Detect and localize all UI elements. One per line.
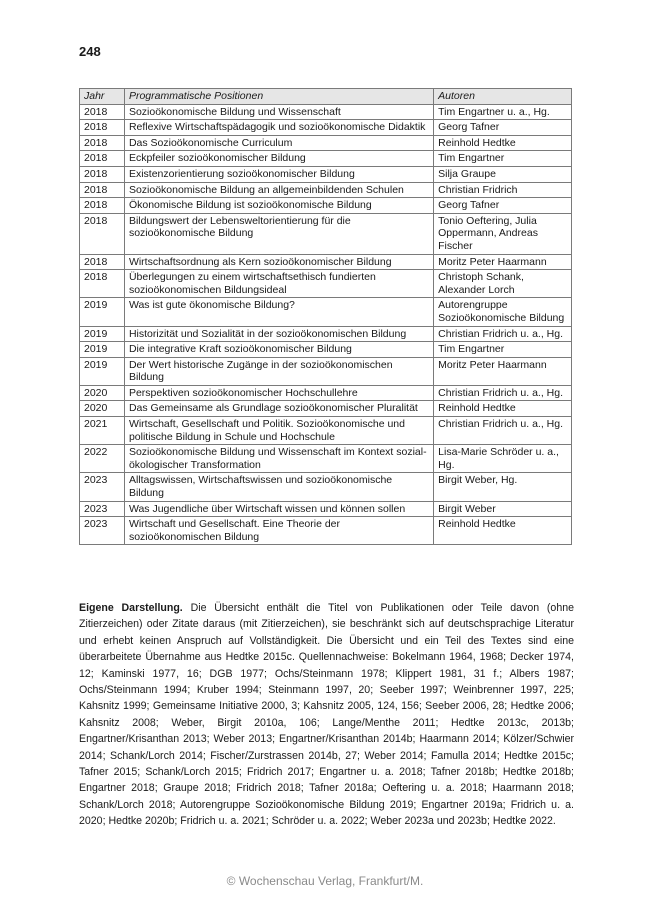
cell-position: Die integrative Kraft sozioökonomischer Bildung [124, 342, 433, 358]
table-row [80, 501, 572, 517]
cell-author: Georg Tafner [434, 120, 572, 136]
cell-position: Wirtschaft und Gesellschaft. Eine Theorie der sozioökonomischen Bildung [124, 517, 433, 545]
table-row [80, 151, 572, 167]
cell-year: 2021 [80, 417, 125, 445]
table-row [80, 445, 572, 473]
cell-position: Bildungswert der Lebensweltorientierung für die sozioökonomische Bildung [124, 213, 433, 254]
cell-author: Reinhold Hedtke [434, 135, 572, 151]
cell-position: Sozioökonomische Bildung und Wissenschaft [124, 104, 433, 120]
cell-position: Was Jugendliche über Wirtschaft wissen und können sollen [124, 501, 433, 517]
table-row [80, 135, 572, 151]
caption-lead: Eigene Darstellung. [79, 602, 183, 614]
cell-year: 2019 [80, 357, 125, 385]
cell-year: 2018 [80, 270, 125, 298]
cell-year: 2019 [80, 298, 125, 326]
table-row [80, 182, 572, 198]
cell-year: 2023 [80, 517, 125, 545]
table-row [80, 104, 572, 120]
cell-author: Christian Fridrich u. a., Hg. [434, 385, 572, 401]
cell-year: 2023 [80, 473, 125, 501]
header-year: Jahr [80, 89, 125, 105]
cell-author: Birgit Weber [434, 501, 572, 517]
header-authors: Autoren [434, 89, 572, 105]
table-row [80, 401, 572, 417]
cell-year: 2018 [80, 198, 125, 214]
cell-author: Christoph Schank, Alexander Lorch [434, 270, 572, 298]
header-positions: Programmatische Positionen [124, 89, 433, 105]
cell-year: 2018 [80, 135, 125, 151]
table-row [80, 357, 572, 385]
table-caption [79, 600, 574, 830]
cell-author: Christian Fridrich [434, 182, 572, 198]
cell-year: 2018 [80, 213, 125, 254]
table-row [80, 517, 572, 545]
table-body [80, 104, 572, 545]
cell-position: Reflexive Wirtschaftspädagogik und sozioökonomische Didaktik [124, 120, 433, 136]
cell-year: 2020 [80, 385, 125, 401]
cell-position: Eckpfeiler sozioökonomischer Bildung [124, 151, 433, 167]
table-row [80, 198, 572, 214]
cell-position: Historizität und Sozialität in der sozioökonomischen Bildung [124, 326, 433, 342]
table-row [80, 298, 572, 326]
cell-author: Reinhold Hedtke [434, 517, 572, 545]
cell-position: Perspektiven sozioökonomischer Hochschullehre [124, 385, 433, 401]
cell-year: 2018 [80, 104, 125, 120]
page-number: 248 [79, 44, 101, 59]
table-row [80, 342, 572, 358]
copyright-footer: © Wochenschau Verlag, Frankfurt/M. [226, 874, 424, 888]
cell-author: Reinhold Hedtke [434, 401, 572, 417]
cell-year: 2022 [80, 445, 125, 473]
cell-year: 2018 [80, 182, 125, 198]
cell-position: Überlegungen zu einem wirtschaftsethisch fundierten sozioökonomischen Bildungsideal [124, 270, 433, 298]
cell-author: Moritz Peter Haarmann [434, 254, 572, 270]
table-row [80, 326, 572, 342]
table-row [80, 270, 572, 298]
cell-position: Was ist gute ökonomische Bildung? [124, 298, 433, 326]
cell-year: 2020 [80, 401, 125, 417]
cell-year: 2023 [80, 501, 125, 517]
cell-position: Das Gemeinsame als Grundlage sozioökonomischer Pluralität [124, 401, 433, 417]
cell-year: 2019 [80, 342, 125, 358]
cell-position: Ökonomische Bildung ist sozioökonomische Bildung [124, 198, 433, 214]
cell-author: Tonio Oeftering, Julia Oppermann, Andreas Fischer [434, 213, 572, 254]
cell-author: Silja Graupe [434, 166, 572, 182]
cell-position: Das Sozioökonomische Curriculum [124, 135, 433, 151]
table-row [80, 417, 572, 445]
cell-year: 2018 [80, 254, 125, 270]
cell-author: Moritz Peter Haarmann [434, 357, 572, 385]
cell-position: Existenzorientierung sozioökonomischer Bildung [124, 166, 433, 182]
cell-year: 2018 [80, 120, 125, 136]
cell-year: 2018 [80, 166, 125, 182]
cell-author: Lisa-Marie Schröder u. a., Hg. [434, 445, 572, 473]
cell-author: Tim Engartner [434, 342, 572, 358]
publications-table [79, 88, 572, 545]
table-row [80, 166, 572, 182]
table-row [80, 254, 572, 270]
cell-position: Der Wert historische Zugänge in der sozioökonomischen Bildung [124, 357, 433, 385]
cell-author: Tim Engartner [434, 151, 572, 167]
cell-position: Wirtschaft, Gesellschaft und Politik. Sozioökonomische und politische Bildung in Schule und Hochschule [124, 417, 433, 445]
table-row [80, 120, 572, 136]
cell-author: Georg Tafner [434, 198, 572, 214]
cell-position: Alltagswissen, Wirtschaftswissen und sozioökonomische Bildung [124, 473, 433, 501]
cell-position: Wirtschaftsordnung als Kern sozioökonomischer Bildung [124, 254, 433, 270]
cell-author: Autorengruppe Sozioökonomische Bildung [434, 298, 572, 326]
table-row [80, 213, 572, 254]
table-row [80, 473, 572, 501]
cell-position: Sozioökonomische Bildung und Wissenschaft im Kontext sozial-ökologischer Transformation [124, 445, 433, 473]
cell-author: Tim Engartner u. a., Hg. [434, 104, 572, 120]
cell-author: Birgit Weber, Hg. [434, 473, 572, 501]
cell-year: 2018 [80, 151, 125, 167]
table-header-row [80, 89, 572, 105]
table-row [80, 385, 572, 401]
cell-year: 2019 [80, 326, 125, 342]
cell-author: Christian Fridrich u. a., Hg. [434, 417, 572, 445]
cell-position: Sozioökonomische Bildung an allgemeinbildenden Schulen [124, 182, 433, 198]
caption-text: Die Übersicht enthält die Titel von Publikationen oder Teile davon (ohne Zitierzeichen) oder Zitate daraus (mit Zitierzeichen), sie beschränkt sich auf deutschsprachige Literatur und erhebt keinen Anspruch auf Vollständigkeit. Die Übersicht und ein Teil des Textes sind eine überarbeitete Übernahme aus Hedtke 2015c. Quellennachweise: Bokelmann 1964, 1968; Decker 1974, 12; Kaminski 1977, 16; DGB 1977; Ochs/Steinmann 1978; Klippert 1981, 31 f.; Albers 1987; Ochs/Steinmann 1994; Kruber 1994; Steinmann 1997, 20; Seeber 1997; Weinbrenner 1997, 225; Kahsnitz 1999; Gemeinsame Initiative 2000, 3; Kahsnitz 2005, 124, 156; Seeber 2006, 28; Hedtke 2006; Kahsnitz 2008; Weber, Birgit 2010a, 106; Lange/Menthe 2011; Hedtke 2013c, 2013b; Engartner/Krisanthan 2013; Weber 2013; Engartner/Krisanthan 2014b; Haarmann 2014; Kölzer/Schwier 2014; Schank/Lorch 2014; Fischer/Zurstrassen 2014b, 27; Weber 2014; Famulla 2014; Hedtke 2015c; Tafner 2015; Schank/Lorch 2015; Fridrich 2017; Engartner u. a. 2018; Tafner 2018b; Hedtke 2018b; Engartner 2018; Graupe 2018; Fridrich 2018; Tafner 2018a; Oeftering u. a. 2018; Haarmann 2018; Schank/Lorch 2018; Autorengruppe Sozioökonomische Bildung 2019; Engartner 2019a; Fridrich u. a. 2020; Hedtke 2020b; Fridrich u. a. 2021; Schröder u. a. 2022; Weber 2023a und 2023b; Hedtke 2022. [79, 602, 574, 828]
cell-author: Christian Fridrich u. a., Hg. [434, 326, 572, 342]
